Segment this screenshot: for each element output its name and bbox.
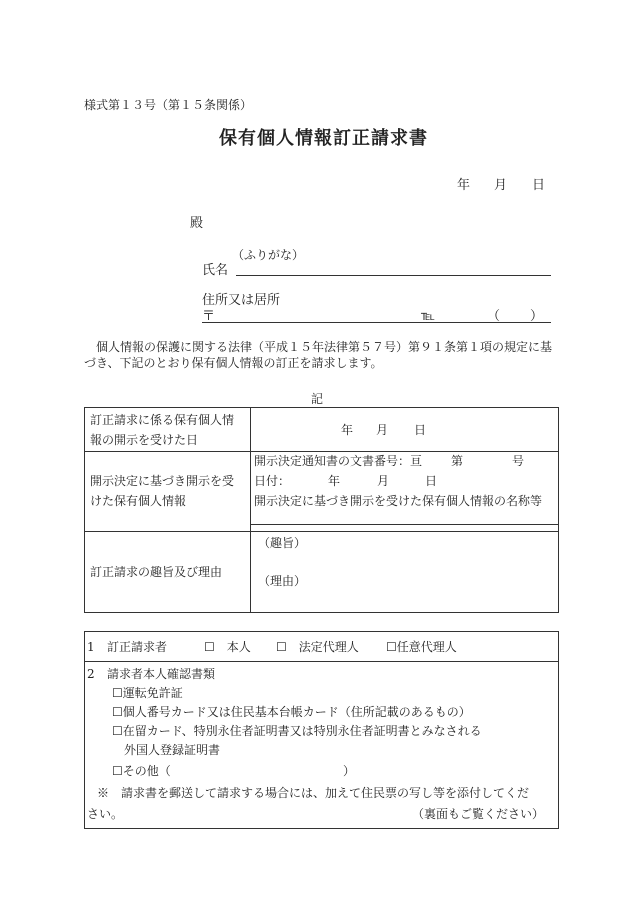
row2-day: 日 — [425, 474, 438, 488]
row1-label-line2: 報の開示を受けた日 — [90, 433, 199, 447]
form-number: 様式第１３号（第１５条関係） — [84, 98, 253, 112]
row3-purpose: （趣旨） — [258, 536, 307, 550]
row3-label: 訂正請求の趣旨及び理由 — [90, 565, 223, 579]
row-divider-1 — [85, 451, 558, 452]
checkbox-residence-card[interactable]: ☐在留カード、特別永住者証明書又は特別永住者証明書とみなされる — [112, 724, 482, 738]
tel-paren-open: （ — [487, 309, 501, 324]
tel-icon: ℡ — [421, 309, 435, 324]
checkbox-other[interactable]: ☐その他（ — [112, 764, 171, 778]
other-close-paren: ） — [343, 764, 356, 778]
row2-name-label: 開示決定に基づき開示を受けた保有個人情報の名称等 — [254, 494, 543, 508]
name-entry-line — [251, 524, 558, 525]
section2-label: 請求者本人確認書類 — [107, 667, 216, 681]
row2-date-label: 日付： — [254, 474, 291, 488]
note-line1: ※ 請求書を郵送して請求する場合には、加えて住民票の写し等を添付してくだ — [97, 786, 530, 800]
name-underline — [236, 275, 551, 276]
tel-paren-close: ） — [530, 309, 544, 324]
body-text-line2: づき、下記のとおり保有個人情報の訂正を請求します。 — [84, 356, 383, 370]
row2-year: 年 — [328, 474, 341, 488]
date-year: 年 — [457, 178, 471, 193]
name-label: 氏名 — [202, 263, 229, 278]
date-day: 日 — [532, 178, 546, 193]
note-back: （裏面もご覧ください） — [412, 807, 545, 821]
checkbox-voluntary-agent[interactable]: ☐任意代理人 — [386, 640, 457, 654]
row1-year: 年 — [341, 423, 354, 437]
section1-label: 訂正請求者 — [107, 640, 168, 654]
ki-label: 記 — [311, 392, 324, 406]
row2-gou: 号 — [512, 454, 525, 468]
checkbox-legal-agent[interactable]: ☐ 法定代理人 — [276, 640, 359, 654]
row2-dai: 第 — [451, 454, 464, 468]
checkbox-drivers-license[interactable]: ☐運転免許証 — [112, 686, 183, 700]
foreign-registration-text: 外国人登録証明書 — [124, 743, 221, 757]
row1-month: 月 — [376, 423, 389, 437]
row3-reason: （理由） — [258, 574, 307, 588]
address-underline — [202, 322, 551, 323]
addressee-suffix: 殿 — [190, 216, 204, 231]
row2-doc-number: 開示決定通知書の文書番号：亘 — [254, 454, 423, 468]
row-divider-2 — [85, 531, 558, 532]
address-label: 住所又は居所 — [202, 293, 281, 308]
body-text-line1: 個人情報の保護に関する法律（平成１５年法律第５７号）第９１条第１項の規定に基 — [96, 340, 553, 354]
note-line2: さい。 — [87, 807, 124, 821]
date-month: 月 — [494, 178, 508, 193]
row2-label-line2: けた保有個人情報 — [90, 494, 187, 508]
row1-label-line1: 訂正請求に係る保有個人情 — [90, 413, 235, 427]
section2-number: 2 — [87, 667, 95, 681]
row1-day: 日 — [414, 423, 427, 437]
furigana-label: （ふりがな） — [232, 248, 305, 262]
row2-label-line1: 開示決定に基づき開示を受 — [90, 474, 235, 488]
requester-box — [84, 631, 559, 829]
section1-number: 1 — [87, 640, 95, 654]
checkbox-self[interactable]: ☐ 本人 — [204, 640, 251, 654]
checkbox-my-number-card[interactable]: ☐個人番号カード又は住民基本台帳カード（住所記載のあるもの） — [112, 705, 471, 719]
page-title: 保有個人情報訂正請求書 — [219, 128, 428, 149]
info-table — [84, 407, 559, 613]
row2-month: 月 — [377, 474, 390, 488]
postal-mark: 〒 — [202, 309, 216, 324]
box-divider — [85, 661, 558, 662]
